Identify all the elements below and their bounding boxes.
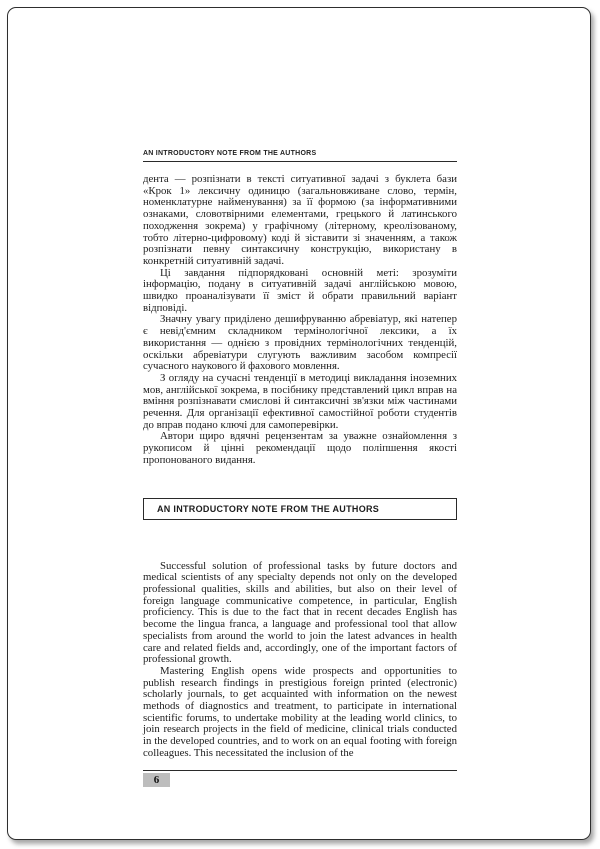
paragraph: З огляду на сучасні тенденції в методиці викладання іноземних мов, англійської зокрема, в посібнику представлений цикл вправ на вміння розпізнавати смислові й синтаксичні зв'язки між частинами речення. Для організації ефективної самостійної роботи студентів до вправ подано ключі для самоперевірки.	[143, 371, 457, 431]
page-number: 6	[153, 773, 160, 786]
running-header-text: AN INTRODUCTORY NOTE FROM THE AUTHORS	[143, 150, 317, 157]
paragraph: Автори щиро вдячні рецензентам за уважне ознайомлення з рукописом й цінні рекомендації щодо поліпшення якості пропонованого видання.	[143, 430, 457, 466]
english-text-block	[143, 561, 457, 760]
page-footer	[143, 770, 457, 787]
paragraph: Ці завдання підпорядковані основній меті: зрозуміти інформацію, подану в ситуативній задачі англійською мовою, швидко проаналізувати її зміст й обрати правильний варіант відповіді.	[143, 266, 457, 314]
paragraph: Mastering English opens wide prospects and opportunities to publish research findings in prestigious foreign printed (electronic) scholarly journals, to get acquainted with information on the newest methods of diagnostics and treatment, to participate in international scientific forums, to undertake mobility at the leading world clinics, to join research projects in the field of medicine, clinical trials conducted in the developed countries, and to work on an equal footing with foreign colleagues. This necessitated the inclusion of the	[143, 664, 457, 759]
page-number-badge	[143, 773, 170, 787]
section-heading-box	[143, 498, 457, 520]
running-header	[143, 150, 457, 162]
paragraph: Successful solution of professional tasks by future doctors and medical scientists of any specialty depends not only on the developed professional qualities, skills and abilities, but also on their level of foreign language communicative competence, in particular, English proficiency. This is due to the fact that in recent decades English has become the lingua franca, a language and professional tool that allow specialists from around the world to join the latest advances in health care and related fields and, accordingly, one of the important factors of professional growth.	[143, 559, 457, 666]
section-heading-text: AN INTRODUCTORY NOTE FROM THE AUTHORS	[157, 503, 380, 514]
ukrainian-text-block	[143, 174, 457, 467]
paragraph: Значну увагу приділено дешифруванню абревіатур, які натепер є невід'ємним складником термінологічної лексики, а їх використання — однією з провідних термінологічних тенденцій, оскільки абревіатури слугують важливим засобом компресії сучасного наукового й фахового мовлення.	[143, 313, 457, 373]
footer-rule	[143, 770, 457, 771]
page-content	[143, 150, 457, 787]
paragraph-continuation: дента — розпізнати в тексті ситуативної задачі з буклета бази «Крок 1» лексичну одиницю (загальновживане слово, термін, номенклатурне найменування) за її формою (за інформативними ознаками, словотвірними елементами, грецького й латинського походження зокрема) у графічному (літерному, креолізованому, тобто літерно-цифровому) коді й зіставити зі значенням, а також розпізнати певну синтаксичну конструкцію, використану в конкретній ситуативній задачі.	[143, 173, 457, 267]
